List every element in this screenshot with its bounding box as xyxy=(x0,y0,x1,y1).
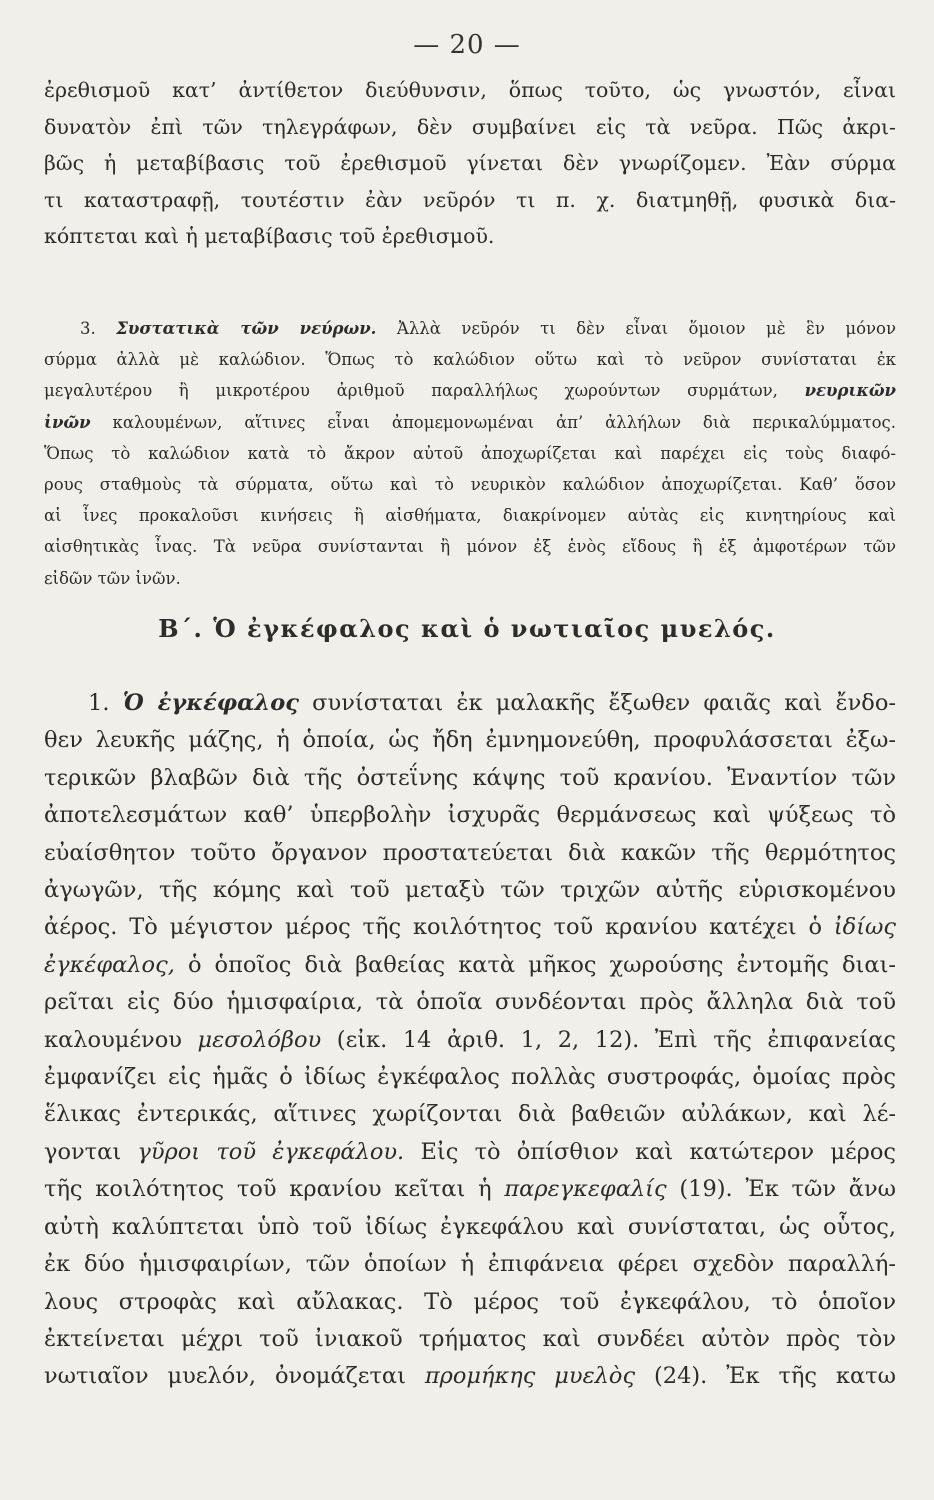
text-line: δυνατὸν ἐπὶ τῶν τηλεγράφων, δὲν συμβαίνει εἰς τὰ νεῦρα. Πῶς ἀκρι- xyxy=(44,114,896,139)
term-emphasis: προμήκης μυελὸς xyxy=(424,1363,636,1390)
section-title: Συστατικὰ τῶν νεύρων. xyxy=(116,319,377,338)
text-span: καλουμένου xyxy=(44,1026,182,1053)
term-emphasis: μεσολόβου xyxy=(197,1026,322,1053)
text-line xyxy=(44,1022,896,1059)
text-line: ἀγωγῶν, τῆς κόμης καὶ τοῦ μεταξὺ τῶν τριχῶν αὐτῆς εὑρισκομένου xyxy=(44,877,896,904)
term-emphasis: νευρικῶν xyxy=(804,381,896,401)
text-line xyxy=(44,375,896,406)
text-span: (εἰκ. 14 ἀριθ. 1, 2, 12). Ἐπὶ τῆς ἐπιφανείας xyxy=(336,1026,896,1053)
text-line xyxy=(44,909,896,946)
text-span: ἀέρος. Τὸ μέγιστον μέρος τῆς κοιλότητος τοῦ κρανίου κατέχει ὁ xyxy=(44,914,822,941)
section-number: 1. xyxy=(88,690,110,716)
text-span: γονται xyxy=(44,1138,122,1165)
text-line xyxy=(44,407,896,438)
text-line: ρους σταθμοὺς τὰ σύρματα, οὕτω καὶ τὸ νευρικὸν καλώδιον ἀποχωρίζεται. Καθ’ ὅσον xyxy=(44,475,896,495)
text-span: ὁ ὁποῖος διὰ βαθείας κατὰ μῆκος χωρούσης ἐντομῆς διαι- xyxy=(187,951,896,978)
term-emphasis: παρεγκεφαλίς xyxy=(504,1176,667,1203)
text-line: ἐμφανίζει εἰς ἡμᾶς ὁ ἰδίως ἐγκέφαλος πολλὰς συστροφάς, ὁμοίας πρὸς xyxy=(44,1064,896,1091)
text-line: αἰσθητικὰς ἶνας. Τὰ νεῦρα συνίστανται ἢ μόνον ἐξ ἑνὸς εἴδους ἢ ἐξ ἀμφοτέρων τῶν xyxy=(44,537,896,557)
section-nerve-components xyxy=(44,313,896,594)
text-span: καλουμένων, αἵτινες εἶναι ἀπομεμονωμέναι ἀπ’ ἀλλήλων διὰ περικαλύμματος. xyxy=(112,412,896,432)
chapter-heading: Β΄. Ὁ ἐγκέφαλος καὶ ὁ νωτιαῖος μυελός. xyxy=(158,614,776,643)
term-emphasis: ἰδίως xyxy=(833,914,896,941)
section-brain xyxy=(44,685,896,1396)
text-span: Εἰς τὸ ὀπίσθιον καὶ κατώτερον μέρος xyxy=(420,1138,896,1165)
page-number: — 20 — xyxy=(413,30,521,60)
text-line: ἀποτελεσμάτων καθ’ ὑπερβολὴν ἰσχυρᾶς θερμάνσεως καὶ ψύξεως τὸ xyxy=(44,802,896,829)
text-line: ἐκτείνεται μέχρι τοῦ ἰνιακοῦ τρήματος καὶ συνδέει αὐτὸν πρὸς τὸν xyxy=(44,1325,896,1352)
text-line: εὐαίσθητον τοῦτο ὄργανον προστατεύεται διὰ κακῶν τῆς θερμότητος xyxy=(44,839,896,866)
text-line: αὐτὴ καλύπτεται ὑπὸ τοῦ ἰδίως ἐγκεφάλου καὶ συνίσταται, ὡς οὗτος, xyxy=(44,1213,896,1240)
text-line: λους στροφὰς καὶ αὔλακας. Τὸ μέρος τοῦ ἐγκεφάλου, τὸ ὁποῖον xyxy=(44,1288,896,1315)
text-line: ἕλικας ἐντερικάς, αἵτινες χωρίζονται διὰ βαθειῶν αὐλάκων, καὶ λέ- xyxy=(44,1101,896,1128)
text-span: μεγαλυτέρου ἢ μικροτέρου ἀριθμοῦ παραλλήλως χωρούντων συρμάτων, xyxy=(44,381,778,401)
term-emphasis: γῦροι τοῦ ἐγκεφάλου. xyxy=(137,1138,405,1165)
text-line: βῶς ἡ μεταβίβασις τοῦ ἐρεθισμοῦ γίνεται δὲν γνωρίζομεν. Ἐὰν σύρμα xyxy=(44,151,896,175)
section-title: Ὁ ἐγκέφαλος xyxy=(122,690,299,716)
text-line xyxy=(44,1358,896,1395)
text-line: κόπτεται καὶ ἡ μεταβίβασις τοῦ ἐρεθισμοῦ. xyxy=(44,224,495,248)
term-emphasis: ἐγκέφαλος, xyxy=(44,951,175,978)
text-span: νωτιαῖον μυελόν, ὀνομάζεται xyxy=(44,1363,406,1390)
term-emphasis: ἰνῶν xyxy=(44,412,91,432)
text-line: τερικῶν βλαβῶν διὰ τῆς ὀστεΐνης κάψης τοῦ κρανίου. Ἐναντίον τῶν xyxy=(44,764,896,791)
text-line: ἐκ δύο ἡμισφαιρίων, τῶν ὁποίων ἡ ἐπιφάνεια φέρει σχεδὸν παραλλή- xyxy=(44,1251,896,1278)
text-line xyxy=(44,685,896,722)
text-line xyxy=(44,1134,896,1171)
paragraph-nerve-transmission xyxy=(44,72,896,255)
text-line: ἐρεθισμοῦ κατ’ ἀντίθετον διεύθυνσιν, ὅπως τοῦτο, ὡς γνωστόν, εἶναι xyxy=(44,78,896,102)
text-line xyxy=(44,1171,896,1208)
text-line: Ὅπως τὸ καλώδιον κατὰ τὸ ἄκρον αὐτοῦ ἀποχωρίζεται καὶ παρέχει εἰς τοὺς διαφό- xyxy=(44,443,896,463)
text-line xyxy=(44,313,896,344)
text-line: σύρμα ἀλλὰ μὲ καλώδιον. Ὅπως τὸ καλώδιον οὕτω καὶ τὸ νεῦρον συνίσταται ἐκ xyxy=(44,350,896,370)
text-span: (19). Ἐκ τῶν ἄνω xyxy=(679,1176,896,1203)
text-span: τῆς κοιλότητος τοῦ κρανίου κεῖται ἡ xyxy=(44,1176,492,1203)
text-line: εἰδῶν τῶν ἰνῶν. xyxy=(44,568,181,588)
text-span: (24). Ἐκ τῆς κατω xyxy=(654,1363,896,1390)
text-line: τι καταστραφῇ, τουτέστιν ἐὰν νεῦρόν τι π. χ. διατμηθῇ, φυσικὰ δια- xyxy=(44,187,896,212)
text-line xyxy=(44,947,896,984)
text-span: Ἀλλὰ νεῦρόν τι δὲν εἶναι ὅμοιον μὲ ἓν μόνον xyxy=(396,319,896,338)
text-line: ρεῖται εἰς δύο ἡμισφαίρια, τὰ ὁποῖα συνδέονται πρὸς ἄλληλα διὰ τοῦ xyxy=(44,989,896,1016)
text-line: θεν λευκῆς μάζης, ἡ ὁποία, ὡς ἤδη ἐμνημονεύθη, προφυλάσσεται ἐξω- xyxy=(44,727,896,754)
text-line: αἱ ἶνες προκαλοῦσι κινήσεις ἢ αἰσθήματα, διακρίνομεν αὐτὰς εἰς κινητηρίους καὶ xyxy=(44,506,896,526)
section-number: 3. xyxy=(80,319,96,338)
text-span: συνίσταται ἐκ μαλακῆς ἔξωθεν φαιᾶς καὶ ἔνδο- xyxy=(312,690,896,716)
